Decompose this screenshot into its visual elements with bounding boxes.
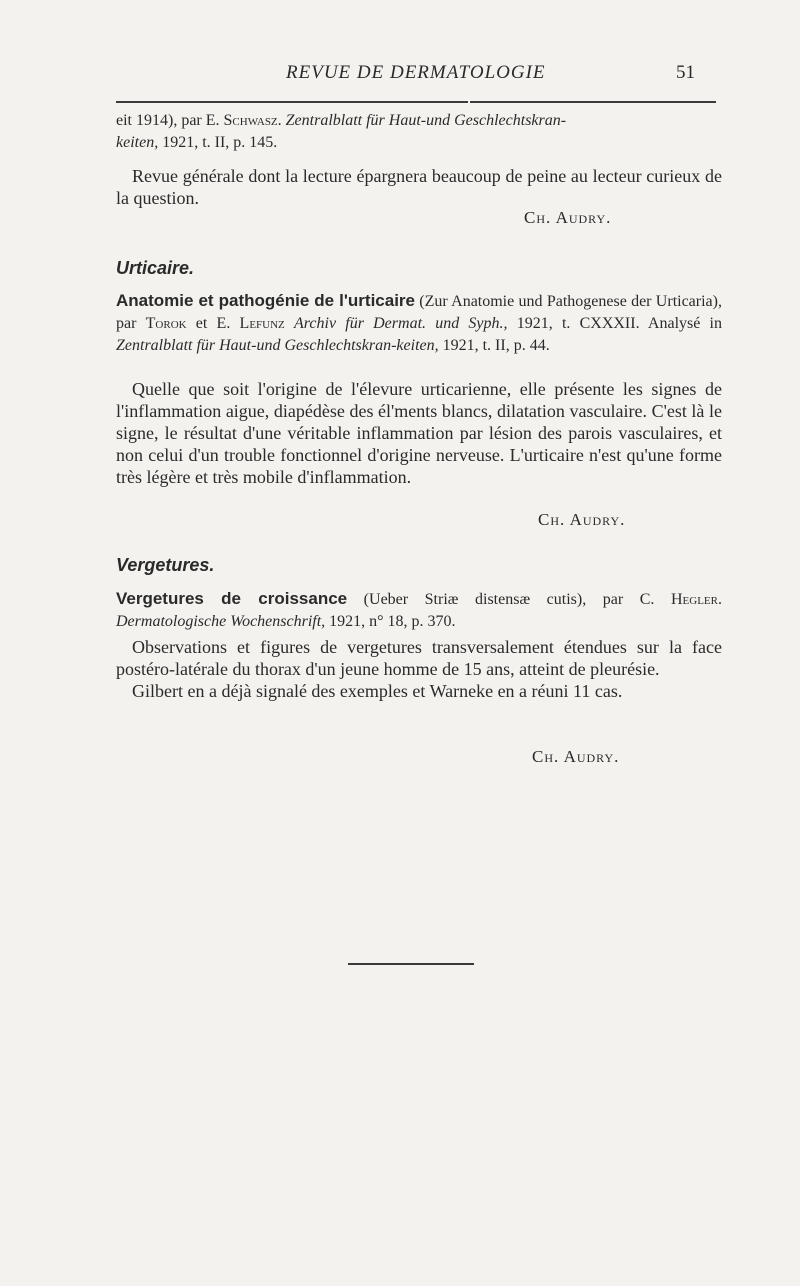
intro-reference <box>116 110 722 154</box>
ref-text: eit 1914), par E. <box>116 112 224 129</box>
ref-text: 1921, t. II, p. 44. <box>438 337 550 354</box>
ref-text: . <box>718 591 722 608</box>
running-header <box>0 60 800 90</box>
ref-text: . <box>277 112 286 129</box>
header-rule-right <box>470 101 716 103</box>
ref-journal: Dermatologische Wochenschrift, <box>116 613 326 630</box>
urticaire-paragraph: Quelle que soit l'origine de l'élevure urticarienne, elle présente les signes de l'inflammation aigue, diapédèse des él'ments blancs, dilatation vasculaire. C'est là le signe, le résultat d'une véritable inflammation par lésion des parois vasculaires, et non celui d'un trouble fonctionnel d'origine nerveuse. L'urticaire n'est qu'une forme très légère et très mobile d'inflammation. <box>116 379 722 487</box>
ref-author: Torok <box>145 315 187 332</box>
ref-journal: Zentralblatt für Haut-und Geschlechtskran- <box>285 112 567 129</box>
header-rule-left <box>116 101 468 103</box>
intro-paragraph: Revue générale dont la lecture épargnera beaucoup de peine au lecteur curieux de la question. <box>116 166 722 208</box>
ref-author: Schwasz <box>223 112 278 129</box>
ref-text: et E. <box>186 315 240 332</box>
entry-title: Anatomie et pathogénie de l'urticaire <box>116 291 415 310</box>
urticaire-paragraph-box <box>116 378 722 488</box>
vergetures-paragraph-box <box>116 636 722 702</box>
vergetures-paragraph-1: Observations et figures de vergetures transversalement étendues sur la face postéro-latérale du thorax d'un jeune homme de 15 ans, atteint de pleurésie. <box>116 637 722 679</box>
ref-journal: keiten, <box>116 134 159 151</box>
urticaire-signature: Ch. Audry. <box>538 510 626 529</box>
ref-journal: Archiv für Dermat. und Syph., <box>293 315 508 332</box>
intro-signature: Ch. Audry. <box>524 208 612 227</box>
ref-text: (Zur Anatomie und Pathogenese der Urticaria), par <box>116 293 722 332</box>
ref-text: 1921, t. II, p. 145. <box>158 134 278 151</box>
ref-journal: Zentralblatt für Haut-und Geschlechtskran-keiten, <box>116 337 439 354</box>
intro-paragraph-box <box>116 165 722 209</box>
section-heading-urticaire: Urticaire. <box>116 258 195 278</box>
end-rule <box>348 963 474 965</box>
section-heading-vergetures: Vergetures. <box>116 555 215 575</box>
ref-text: 1921, n° 18, p. 370. <box>325 613 456 630</box>
vergetures-reference <box>116 588 722 633</box>
ref-author: Hegler <box>671 591 718 608</box>
running-title: REVUE DE DERMATOLOGIE <box>286 62 546 83</box>
vergetures-signature: Ch. Audry. <box>532 747 620 766</box>
ref-text: 1921, t. CXXXII. Analysé in <box>507 315 722 332</box>
ref-text: (Ueber Striæ distensæ cutis), par C. <box>347 591 671 608</box>
ref-author: Lefunz <box>239 315 285 332</box>
page-number: 51 <box>676 62 695 83</box>
ref-text <box>285 315 294 332</box>
urticaire-reference <box>116 290 722 357</box>
vergetures-paragraph-2: Gilbert en a déjà signalé des exemples et Warneke en a réuni 11 cas. <box>132 681 623 701</box>
entry-title: Vergetures de croissance <box>116 589 348 608</box>
